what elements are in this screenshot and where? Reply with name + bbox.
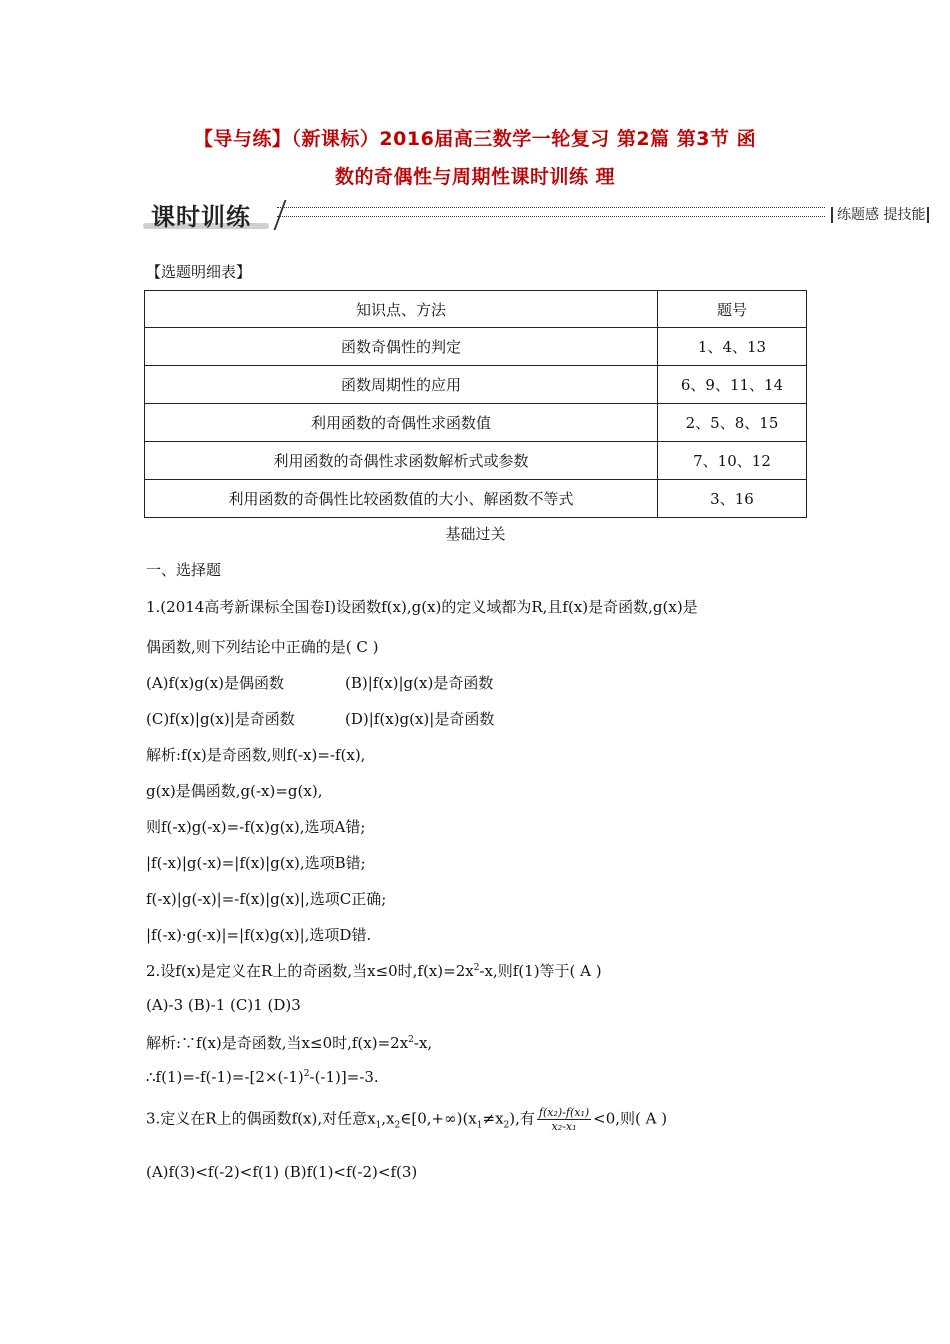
table-cell-number: 1、4、13 — [658, 328, 807, 366]
q3-fraction-denominator: x₂-x₁ — [551, 1120, 577, 1133]
q1-solution-line: f(-x)|g(-x)|=-f(x)|g(x)|,选项C正确; — [146, 890, 387, 908]
q2-stem-exponent: 2 — [473, 963, 480, 973]
q2-stem-part: -x,则f(1)等于( A ) — [479, 962, 602, 980]
section-label: 【选题明细表】 — [146, 263, 252, 281]
table-cell-topic: 函数周期性的应用 — [145, 366, 658, 404]
table-cell-number: 3、16 — [658, 480, 807, 518]
q2-stem — [146, 960, 602, 981]
q1-stem-line1: 1.(2014高考新课标全国卷Ⅰ)设函数f(x),g(x)的定义域都为R,且f(x)是奇函数,g(x)是 — [146, 598, 698, 616]
document-title-line1: 【导与练】（新课标）2016届高三数学一轮复习 第2篇 第3节 函 — [193, 128, 757, 150]
q1-solution-line: |f(-x)|g(-x)=|f(x)|g(x),选项B错; — [146, 854, 366, 872]
q2-solution-line1 — [146, 1032, 432, 1053]
table-cell-topic: 利用函数的奇偶性求函数值 — [145, 404, 658, 442]
q3-fraction — [537, 1106, 591, 1133]
q1-stem-line2: 偶函数,则下列结论中正确的是( C ) — [146, 638, 379, 656]
q1-option-c: (C)f(x)|g(x)|是奇函数 — [146, 710, 295, 728]
q2-solution-part: 解析:∵f(x)是奇函数,当x≤0时,f(x)=2x — [146, 1034, 409, 1052]
table-cell-number: 2、5、8、15 — [658, 404, 807, 442]
table-header-row — [145, 291, 807, 328]
q1-option-b: (B)|f(x)|g(x)是奇函数 — [345, 674, 494, 692]
q2-options: (A)-3 (B)-1 (C)1 (D)3 — [146, 996, 301, 1014]
q3-stem-part: <0,则( A ) — [593, 1109, 668, 1128]
table-cell-topic: 函数奇偶性的判定 — [145, 328, 658, 366]
q3-stem-part: ∈[0,+∞)(x — [400, 1109, 477, 1128]
q3-subscript: 2 — [394, 1120, 401, 1131]
q1-solution-line: 则f(-x)g(-x)=-f(x)g(x),选项A错; — [146, 818, 366, 836]
q2-solution-line2 — [146, 1068, 379, 1086]
q1-option-d: (D)|f(x)g(x)|是奇函数 — [345, 710, 495, 728]
topic-table — [144, 290, 807, 518]
q3-options: (A)f(3)<f(-2)<f(1) (B)f(1)<f(-2)<f(3) — [146, 1163, 418, 1181]
banner-tagline: 练题感 提技能 — [831, 207, 929, 223]
q1-solution-line: 解析:f(x)是奇函数,则f(-x)=-f(x), — [146, 746, 366, 764]
document-title-line2: 数的奇偶性与周期性课时训练 理 — [334, 166, 616, 188]
table-row — [145, 404, 807, 442]
q3-stem: 3.定义在R上的偶函数f(x),对任意$x_1,x_2\in[0,+\infty)(x_1\ne x_2)$,有 $\frac{\text{f(x₂)-f(x₁)}}{\text{x₂-x₁}}$ <0,则( A ) — [146, 1106, 668, 1133]
q1-option-a: (A)f(x)g(x)是偶函数 — [146, 674, 285, 692]
q2-solution-exponent: 2 — [408, 1035, 414, 1045]
table-cell-number: 7、10、12 — [658, 442, 807, 480]
q2-stem-part: 2.设f(x)是定义在R上的奇函数,当x≤0时,f(x)=2x — [146, 962, 474, 980]
q2-solution-exponent: 2 — [303, 1069, 310, 1079]
q3-subscript: 2 — [503, 1120, 510, 1131]
section-banner — [143, 197, 948, 233]
table-row — [145, 328, 807, 366]
table-cell-topic: 利用函数的奇偶性求函数解析式或参数 — [145, 442, 658, 480]
q3-stem-part: 3.定义在R上的偶函数f(x),对任意x — [146, 1109, 376, 1128]
q3-subscript: 1 — [375, 1120, 382, 1131]
table-row — [145, 442, 807, 480]
table-row — [145, 480, 807, 518]
part1-heading: 一、选择题 — [146, 561, 222, 579]
table-cell-number: 6、9、11、14 — [658, 366, 807, 404]
q3-stem-part: ),有 — [509, 1109, 535, 1128]
q3-fraction-numerator: f(x₂)-f(x₁) — [538, 1106, 590, 1119]
banner-logo-text: 课时训练 — [151, 203, 251, 231]
q2-solution-part: -(-1)]=-3. — [309, 1068, 379, 1086]
q1-solution-line: |f(-x)·g(-x)|=|f(x)g(x)|,选项D错. — [146, 926, 372, 944]
table-cell-topic: 利用函数的奇偶性比较函数值的大小、解函数不等式 — [145, 480, 658, 518]
q2-solution-part: ∴f(1)=-f(-1)=-[2×(-1) — [146, 1068, 304, 1086]
basic-heading: 基础过关 — [445, 525, 506, 543]
q3-subscript: 1 — [476, 1120, 483, 1131]
table-row — [145, 366, 807, 404]
q1-solution-line: g(x)是偶函数,g(-x)=g(x), — [146, 782, 323, 800]
table-header-topic: 知识点、方法 — [145, 291, 658, 328]
banner-dotted-rule — [277, 207, 825, 217]
q2-solution-part: -x, — [413, 1034, 433, 1052]
q3-stem-part: ≠x — [482, 1109, 504, 1128]
table-header-number: 题号 — [658, 291, 807, 328]
